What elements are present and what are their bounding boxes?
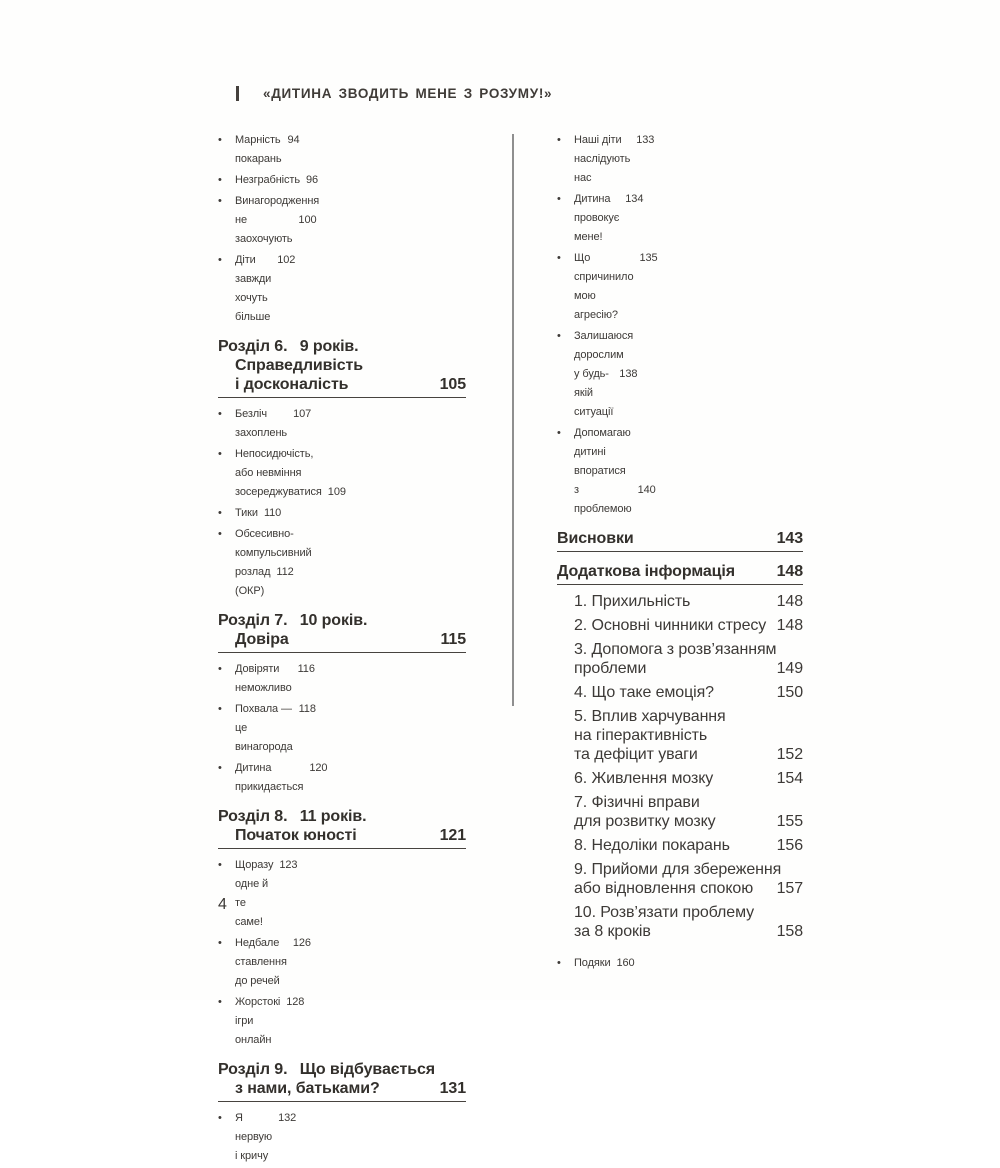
toc-entry-page: 132 [278,1112,297,1124]
toc-entry-title: Непосидючість, або невміння [235,448,317,479]
toc-entry-page: 112 [276,566,294,578]
toc-entry-page: 143 [776,530,803,547]
toc-item-line [557,640,803,659]
toc-item [557,903,803,941]
toc-entry-title: розлад (ОКР) [235,566,274,597]
toc-entry-title: Подяки [574,957,611,969]
toc-item [557,327,638,422]
toc-entry-title: за 8 кроків [574,923,651,940]
toc-item [218,525,312,601]
toc-entry-title: Висновки [557,530,634,547]
toc-item-line [557,903,803,922]
toc-entry-title: Дитина прикидається [235,762,304,793]
toc-item [218,660,315,698]
toc-entry-page: 135 [639,252,658,264]
toc-entry-page: 148 [776,593,803,610]
bullet-icon: • [218,408,222,420]
toc-entry-title: Безліч захоплень [235,408,288,439]
toc-item [557,190,644,247]
bullet-icon: • [218,174,222,186]
toc-entry-page: 140 [637,484,656,496]
toc-item-line [218,1060,466,1079]
toc-item-line [218,563,294,601]
toc-item [218,856,298,932]
toc-item-line [218,807,466,826]
toc-entry-title: Я нервую і кричу [235,1112,276,1162]
toc-entry-title: Розділ 6. 9 років. [218,338,359,355]
toc-item-line [557,592,803,611]
toc-item-line [218,251,296,327]
toc-entry-title: 4. Що таке емоція? [574,684,714,701]
toc-entry-page: 126 [292,937,311,949]
toc-item-line [557,860,803,879]
toc-item-line [557,922,803,941]
toc-entry-page: 154 [776,770,803,787]
toc-item-line [557,745,803,764]
toc-entry-page: 118 [298,703,316,715]
toc-item-line [557,616,803,635]
page-number: 4 [218,896,227,913]
bullet-icon: • [218,762,222,774]
toc-entry-title: Що спричинило мою агресію? [574,252,637,321]
toc-item-line [218,826,466,845]
toc-entry-page: 116 [297,663,315,675]
toc-entry-title: Початок юності [235,827,357,844]
toc-item [218,131,300,169]
bullet-icon: • [218,528,222,540]
bullet-icon: • [218,703,222,715]
toc-entry-title: Довіряти неможливо [235,663,292,694]
toc-entry-title: Дитина провокує мене! [574,193,623,243]
toc-item [557,640,803,678]
bullet-icon: • [218,859,222,871]
toc-item-line [557,529,803,548]
bullet-icon: • [557,134,561,146]
toc-item [557,683,803,702]
toc-entry-title: у будь-якій ситуації [574,368,614,418]
toc-item-line [218,630,466,649]
toc-entry-page: 102 [277,254,296,266]
toc-item-line [557,769,803,788]
bullet-icon: • [218,134,222,146]
toc-entry-page: 158 [776,923,803,940]
toc-item [218,504,282,523]
toc-item-line [218,211,317,249]
toc-entry-title: Щоразу одне й те саме! [235,859,277,928]
toc-item [557,131,655,188]
toc-item [218,405,312,443]
toc-entry-title: Діти завжди хочуть більше [235,254,275,323]
toc-item-line [218,131,300,169]
toc-item-line [557,424,634,481]
toc-item [557,529,803,552]
toc-entry-page: 100 [298,214,317,226]
toc-entry-page: 123 [279,859,298,871]
toc-item-line [218,171,319,190]
toc-entry-title: 9. Прийоми для збереження [574,861,782,878]
toc-item-line [557,683,803,702]
toc-entry-title: з проблемою [574,484,632,515]
toc-entry-page: 150 [776,684,803,701]
toc-entry-page: 110 [263,507,282,519]
bullet-icon: • [557,957,561,969]
toc-item [218,192,320,249]
toc-item [218,700,316,757]
toc-item-line [218,993,305,1050]
toc-item [557,836,803,855]
bullet-icon: • [557,427,561,439]
toc-entry-title: Залишаюся дорослим [574,330,637,361]
bullet-icon: • [218,1112,222,1124]
toc-item-line [218,759,328,797]
toc-item [557,793,803,831]
toc-entry-title: зосереджуватися [235,486,322,498]
bullet-icon: • [218,937,222,949]
toc-item-line [557,481,656,519]
toc-item-line [557,659,803,678]
toc-entry-title: Винагородження [235,195,320,207]
toc-entry-page: 157 [776,880,803,897]
toc-item [557,616,803,635]
toc-entry-title: Додаткова інформація [557,563,735,580]
bullet-icon: • [218,448,222,460]
toc-column-left [218,131,466,1168]
toc-item-line [557,726,803,745]
toc-entry-title: 3. Допомога з розв’язанням [574,641,777,658]
toc-item-line [218,856,298,932]
toc-item [218,759,328,797]
toc-item [557,424,656,519]
toc-entry-title: Похвала — це винагорода [235,703,295,753]
toc-item-line [218,1109,297,1166]
bullet-icon: • [557,330,561,342]
toc-entry-title: або відновлення спокою [574,880,754,897]
toc-entry-title: 6. Живлення мозку [574,770,714,787]
toc-entry-title: для розвитку мозку [574,813,716,830]
toc-item-line [557,954,635,973]
toc-item-line [218,192,320,211]
toc-item [557,707,803,764]
bullet-icon: • [557,252,561,264]
toc-entry-title: Розділ 7. 10 років. [218,612,368,629]
toc-entry-title: з нами, батьками? [235,1080,380,1097]
toc-entry-page: 94 [287,134,300,146]
toc-item [218,251,296,327]
running-header [236,86,552,101]
toc-entry-page: 134 [625,193,644,205]
toc-entry-title: 10. Розв’язати проблему [574,904,755,921]
toc-entry-title: 5. Вплив харчування [574,708,726,725]
toc-item [218,1060,466,1102]
bullet-icon: • [218,663,222,675]
toc-entry-page: 105 [439,376,466,393]
toc-entry-title: 2. Основні чинники стресу [574,617,767,634]
toc-item [557,860,803,898]
toc-item-line [218,611,466,630]
toc-entry-title: 8. Недоліки покарань [574,837,730,854]
toc-item-line [218,660,315,698]
column-divider-line [512,134,514,706]
toc-entry-title: Справедливість [235,357,364,374]
toc-entry-page: 152 [776,746,803,763]
toc-item-line [557,793,803,812]
toc-item [218,934,311,991]
toc-item [557,954,635,973]
bullet-icon: • [218,507,222,519]
toc-entry-page: 133 [636,134,655,146]
toc-item [557,562,803,585]
toc-entry-page: 155 [776,813,803,830]
toc-entry-title: Недбале ставлення до речей [235,937,290,987]
toc-item-line [557,812,803,831]
toc-entry-page: 128 [286,996,305,1008]
toc-item-line [218,405,312,443]
toc-item [218,445,346,502]
toc-entry-page: 160 [616,957,635,969]
toc-entry-title: та дефіцит уваги [574,746,698,763]
toc-entry-title: 1. Прихильність [574,593,691,610]
toc-entry-title: і досконалість [235,376,349,393]
toc-item-line [218,525,312,563]
toc-entry-title: Жорстокі ігри онлайн [235,996,284,1046]
toc-entry-title: на гіперактивність [574,727,708,744]
bullet-icon: • [218,195,222,207]
toc-item-line [557,365,638,422]
toc-item-line [218,445,317,483]
toc-item-line [218,375,466,394]
toc-item-line [557,562,803,581]
toc-item [557,592,803,611]
toc-entry-title: Марність покарань [235,134,284,165]
toc-entry-page: 149 [776,660,803,677]
toc-item [557,769,803,788]
bullet-icon: • [218,996,222,1008]
toc-entry-title: Допомагаю дитині впоратися [574,427,634,477]
toc-item [218,611,466,653]
toc-column-right [557,131,803,975]
toc-item [218,337,466,398]
toc-entry-page: 156 [776,837,803,854]
header-bar-icon [236,86,239,101]
toc-entry-title: Обсесивно-компульсивний [235,528,312,559]
toc-entry-title: Розділ 8. 11 років. [218,808,367,825]
toc-entry-title: Незграбність [235,174,300,186]
toc-item-line [557,707,803,726]
toc-entry-page: 131 [439,1080,466,1097]
toc-item [557,249,658,325]
toc-entry-title: Наші діти наслідують нас [574,134,634,184]
toc-item [218,171,319,190]
toc-entry-title: проблеми [574,660,647,677]
toc-entry-title: Розділ 9. Що відбувається [218,1061,435,1078]
toc-item-line [557,249,658,325]
toc-entry-page: 148 [776,563,803,580]
toc-entry-page: 107 [293,408,312,420]
toc-item-line [557,131,655,188]
toc-item-line [557,327,637,365]
toc-item-line [557,190,644,247]
toc-item-line [218,356,466,375]
book-title: «ДИТИНА ЗВОДИТЬ МЕНЕ З РОЗУМУ!» [263,86,553,101]
toc-item-line [218,483,346,502]
toc-item [218,1109,297,1166]
toc-entry-page: 121 [439,827,466,844]
toc-entry-page: 96 [306,174,319,186]
toc-entry-page: 138 [619,368,638,380]
toc-entry-page: 115 [440,631,466,648]
toc-entry-title: не заохочують [235,214,293,245]
toc-item-line [218,337,466,356]
toc-entry-title: Тики [235,507,258,519]
toc-entry-title: Довіра [235,631,289,648]
toc-item-line [218,504,282,523]
toc-entry-page: 120 [309,762,328,774]
toc-item-line [557,879,803,898]
bullet-icon: • [218,254,222,266]
toc-item-line [557,836,803,855]
toc-item [218,807,466,849]
toc-item-line [218,934,311,991]
toc-item-line [218,1079,466,1098]
toc-item [218,993,305,1050]
toc-entry-title: 7. Фізичні вправи [574,794,700,811]
bullet-icon: • [557,193,561,205]
toc-item-line [218,700,316,757]
toc-entry-page: 148 [776,617,803,634]
toc-entry-page: 109 [327,486,346,498]
